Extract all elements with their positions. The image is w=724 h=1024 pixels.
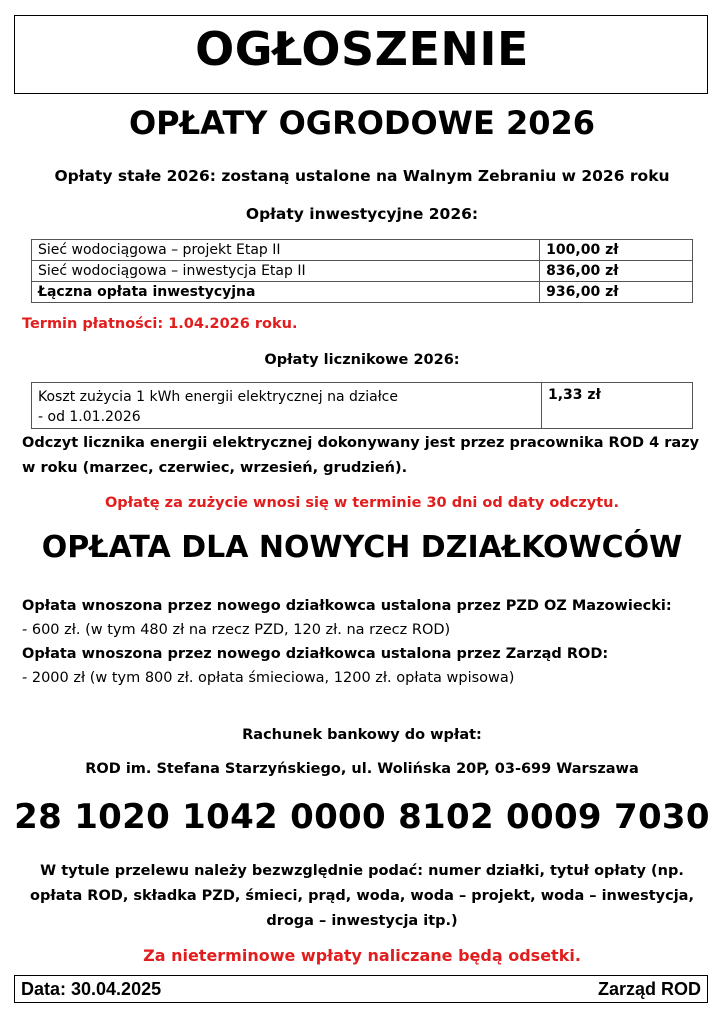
- meter-desc-line1: Koszt zużycia 1 kWh energii elektrycznej na działce: [38, 389, 398, 405]
- footer-signature: Zarząd ROD: [597, 979, 701, 999]
- meter-heading: Opłaty licznikowe 2026:: [264, 352, 460, 368]
- fee-total-label: Łączna opłata inwestycyjna: [32, 282, 540, 303]
- meter-desc-line2: - od 1.01.2026: [38, 409, 141, 425]
- table-row: [32, 240, 693, 261]
- investment-table: [31, 239, 693, 303]
- transfer-instructions: [0, 859, 724, 934]
- fee-value: 100,00 zł: [540, 240, 693, 261]
- meter-reading-note: [22, 431, 699, 481]
- fee-label: Sieć wodociągowa – projekt Etap II: [32, 240, 540, 261]
- fee-value: 836,00 zł: [540, 261, 693, 282]
- new-members-section: [22, 594, 672, 690]
- bank-heading: Rachunek bankowy do wpłat:: [242, 727, 482, 743]
- pzd-fee-detail: - 600 zł. (w tym 480 zł na rzecz PZD, 120 zł. na rzecz ROD): [22, 622, 451, 638]
- transfer-line2: opłata ROD, składka PZD, śmieci, prąd, woda, woda – projekt, woda – inwestycja,: [30, 888, 694, 904]
- page-subtitle: OPŁATY OGRODOWE 2026: [128, 104, 596, 142]
- rod-fee-detail: - 2000 zł (w tym 800 zł. opłata śmieciowa, 1200 zł. opłata wpisowa): [22, 670, 515, 686]
- fee-total-value: 936,00 zł: [540, 282, 693, 303]
- meter-payment-note: Opłatę za zużycie wnosi się w terminie 30 dni od daty odczytu.: [104, 495, 619, 511]
- bank-owner: ROD im. Stefana Starzyńskiego, ul. Wolińska 20P, 03-699 Warszawa: [85, 761, 639, 777]
- transfer-line1: W tytule przelewu należy bezwzględnie podać: numer działki, tytuł opłaty (np.: [40, 863, 684, 879]
- rod-fee-heading: Opłata wnoszona przez nowego działkowca ustalona przez Zarząd ROD:: [22, 646, 609, 662]
- transfer-line3: droga – inwestycja itp.): [266, 913, 458, 929]
- meter-table: [31, 382, 693, 429]
- payment-deadline: Termin płatności: 1.04.2026 roku.: [22, 316, 298, 332]
- footer-date: Data: 30.04.2025: [21, 979, 162, 999]
- meter-desc: [38, 387, 398, 427]
- fixed-fees-note: Opłaty stałe 2026: zostaną ustalone na Walnym Zebraniu w 2026 roku: [54, 167, 670, 185]
- meter-value: 1,33 zł: [548, 387, 601, 403]
- table-row: [32, 261, 693, 282]
- meter-reading-line2: w roku (marzec, czerwiec, wrzesień, grudzień).: [22, 460, 408, 476]
- footer-box: [14, 975, 708, 1003]
- pzd-fee-heading: Opłata wnoszona przez nowego działkowca ustalona przez PZD OZ Mazowiecki:: [22, 598, 672, 614]
- fee-label: Sieć wodociągowa – inwestycja Etap II: [32, 261, 540, 282]
- bank-account-number: 28 1020 1042 0000 8102 0009 7030: [14, 797, 710, 837]
- meter-reading-line1: Odczyt licznika energii elektrycznej dokonywany jest przez pracownika ROD 4 razy: [22, 435, 700, 451]
- late-payment-note: Za nieterminowe wpłaty naliczane będą odsetki.: [143, 946, 581, 965]
- table-row: [32, 282, 693, 303]
- investment-heading: Opłaty inwestycyjne 2026:: [245, 205, 479, 223]
- new-members-heading: OPŁATA DLA NOWYCH DZIAŁKOWCÓW: [41, 530, 683, 565]
- title-box: [14, 15, 708, 94]
- table-divider: [541, 383, 542, 428]
- page-title: OGŁOSZENIE: [195, 22, 529, 76]
